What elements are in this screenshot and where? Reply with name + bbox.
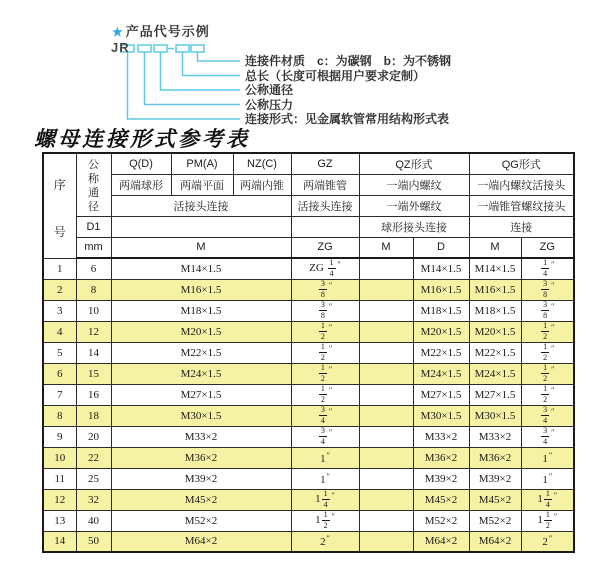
table-row — [43, 300, 574, 321]
qz-d-cell: M45×2 — [413, 489, 469, 510]
table-row — [43, 510, 574, 531]
seq-cell: 8 — [43, 405, 76, 426]
mm-cell: 15 — [76, 363, 111, 384]
mm-cell: 6 — [76, 258, 111, 279]
diagram-label-material: 连接件材质 c：为碳钢 b：为不锈钢 — [245, 54, 452, 68]
m-cell: M22×1.5 — [111, 342, 291, 363]
header-dn: 公称通径 — [76, 153, 111, 216]
qg-m-cell: M64×2 — [469, 531, 521, 552]
qz-m-cell — [359, 405, 413, 426]
seq-cell: 12 — [43, 489, 76, 510]
qz-d-cell: M64×2 — [413, 531, 469, 552]
table-row — [43, 363, 574, 384]
gz-cell: 2″ — [291, 531, 359, 552]
table-row — [43, 279, 574, 300]
qg-m-cell: M45×2 — [469, 489, 521, 510]
product-code-prefix: JR — [111, 40, 130, 55]
header-group-qd: Q(D) — [111, 153, 171, 174]
header-d1: D1 — [76, 216, 111, 237]
qz-d-cell: M24×1.5 — [413, 363, 469, 384]
header-group-qg: QG形式 — [469, 153, 574, 174]
qz-d-cell: M22×1.5 — [413, 342, 469, 363]
seq-cell: 11 — [43, 468, 76, 489]
seq-cell: 1 — [43, 258, 76, 279]
qz-m-cell — [359, 426, 413, 447]
qg-zg-cell: $\frac{1}{4}$ ″ — [521, 258, 574, 279]
header-endtype: 两端内锥 — [233, 174, 291, 195]
qg-zg-cell: $\frac{3}{4}$ ″ — [521, 405, 574, 426]
qz-m-cell — [359, 300, 413, 321]
seq-cell: 10 — [43, 447, 76, 468]
m-cell: M14×1.5 — [111, 258, 291, 279]
gz-cell: 1 $\frac{1}{4}$ ″ — [291, 489, 359, 510]
qg-m-cell: M24×1.5 — [469, 363, 521, 384]
header-seq: 序号 — [43, 153, 76, 258]
diagram-label-length: 总长（长度可根据用户要求定制） — [245, 68, 426, 83]
qz-d-cell: M52×2 — [413, 510, 469, 531]
code-box-icons — [121, 45, 204, 52]
m-cell: M27×1.5 — [111, 384, 291, 405]
table-body — [43, 258, 574, 552]
mm-cell: 10 — [76, 300, 111, 321]
header-endtype: 两端锥管 — [291, 174, 359, 195]
m-cell: M20×1.5 — [111, 321, 291, 342]
qg-zg-cell: 1 $\frac{1}{4}$ ″ — [521, 489, 574, 510]
callout-lines — [128, 52, 241, 119]
table-row — [43, 468, 574, 489]
qg-m-cell: M14×1.5 — [469, 258, 521, 279]
table-row — [43, 405, 574, 426]
qg-zg-cell: 1″ — [521, 468, 574, 489]
header-endtype: 两端球形 — [111, 174, 171, 195]
qz-d-cell: M27×1.5 — [413, 384, 469, 405]
qz-m-cell — [359, 321, 413, 342]
gz-cell: 1″ — [291, 447, 359, 468]
gz-cell: $\frac{3}{4}$ ″ — [291, 405, 359, 426]
qz-d-cell: M16×1.5 — [413, 279, 469, 300]
header-group-gz: GZ — [291, 153, 359, 174]
qz-d-cell: M36×2 — [413, 447, 469, 468]
table-header — [43, 153, 574, 258]
qz-m-cell — [359, 468, 413, 489]
header-connection: 一端外螺纹 — [359, 195, 469, 216]
header-endtype: 两端平面 — [171, 174, 233, 195]
qz-d-cell: M30×1.5 — [413, 405, 469, 426]
gz-cell: $\frac{1}{2}$ ″ — [291, 363, 359, 384]
qg-zg-cell: $\frac{3}{4}$ ″ — [521, 426, 574, 447]
qz-d-cell: M18×1.5 — [413, 300, 469, 321]
table-row — [43, 258, 574, 279]
qz-m-cell — [359, 258, 413, 279]
qg-m-cell: M22×1.5 — [469, 342, 521, 363]
diagram-title — [112, 21, 210, 40]
table-row — [43, 426, 574, 447]
seq-cell: 2 — [43, 279, 76, 300]
header-endtype: 一端内螺纹 — [359, 174, 469, 195]
m-cell: M30×1.5 — [111, 405, 291, 426]
seq-cell: 4 — [43, 321, 76, 342]
qg-zg-cell: 1″ — [521, 447, 574, 468]
header-thread-col: D — [413, 237, 469, 258]
gz-cell: 1″ — [291, 468, 359, 489]
seq-cell: 6 — [43, 363, 76, 384]
header-connection: 一端锥管螺纹接头 — [469, 195, 574, 216]
mm-cell: 20 — [76, 426, 111, 447]
mm-cell: 12 — [76, 321, 111, 342]
gz-cell: $\frac{3}{8}$ ″ — [291, 300, 359, 321]
seq-cell: 5 — [43, 342, 76, 363]
qz-m-cell — [359, 279, 413, 300]
header-empty-cell — [291, 216, 359, 237]
qz-d-cell: M33×2 — [413, 426, 469, 447]
m-cell: M64×2 — [111, 531, 291, 552]
seq-cell: 9 — [43, 426, 76, 447]
qz-m-cell — [359, 531, 413, 552]
diagram-label-pressure: 公称压力 — [245, 97, 294, 112]
header-group-qz: QZ形式 — [359, 153, 469, 174]
m-cell: M24×1.5 — [111, 363, 291, 384]
mm-cell: 18 — [76, 405, 111, 426]
diagram-label-connection: 连接形式：见金属软管常用结构形式表 — [245, 112, 450, 126]
header-thread-col: M — [469, 237, 521, 258]
header-connection2: 球形接头连接 — [359, 216, 469, 237]
gz-cell: 1 $\frac{1}{2}$ ″ — [291, 510, 359, 531]
qg-zg-cell: 2″ — [521, 531, 574, 552]
mm-cell: 32 — [76, 489, 111, 510]
qg-zg-cell: $\frac{3}{8}$ ″ — [521, 279, 574, 300]
header-endtype: 一端内螺纹活接头 — [469, 174, 574, 195]
qg-zg-cell: $\frac{1}{2}$ ″ — [521, 384, 574, 405]
m-cell: M33×2 — [111, 426, 291, 447]
gz-cell: $\frac{3}{8}$ ″ — [291, 279, 359, 300]
table-row — [43, 531, 574, 552]
table-title: 螺母连接形式参考表 — [34, 127, 250, 151]
mm-cell: 22 — [76, 447, 111, 468]
qg-m-cell: M20×1.5 — [469, 321, 521, 342]
qg-m-cell: M36×2 — [469, 447, 521, 468]
qg-m-cell: M39×2 — [469, 468, 521, 489]
qz-m-cell — [359, 363, 413, 384]
qz-d-cell: M14×1.5 — [413, 258, 469, 279]
qg-m-cell: M16×1.5 — [469, 279, 521, 300]
m-cell: M18×1.5 — [111, 300, 291, 321]
header-empty-cell — [111, 216, 291, 237]
gz-cell: $\frac{1}{2}$ ″ — [291, 321, 359, 342]
qz-m-cell — [359, 384, 413, 405]
qg-zg-cell: $\frac{3}{8}$ ″ — [521, 300, 574, 321]
header-thread-col: M — [111, 237, 291, 258]
gz-cell: $\frac{1}{2}$ ″ — [291, 342, 359, 363]
header-connection: 活接头连接 — [111, 195, 291, 216]
qg-m-cell: M27×1.5 — [469, 384, 521, 405]
mm-cell: 14 — [76, 342, 111, 363]
qz-m-cell — [359, 510, 413, 531]
reference-table-wrap — [42, 152, 575, 553]
header-thread-col: ZG — [291, 237, 359, 258]
header-unit: mm — [76, 237, 111, 258]
seq-cell: 7 — [43, 384, 76, 405]
qz-d-cell: M20×1.5 — [413, 321, 469, 342]
m-cell: M45×2 — [111, 489, 291, 510]
qg-m-cell: M18×1.5 — [469, 300, 521, 321]
header-thread-col: ZG — [521, 237, 574, 258]
mm-cell: 25 — [76, 468, 111, 489]
diagram-title-text: 产品代号示例 — [125, 24, 210, 39]
gz-cell: $\frac{3}{4}$ ″ — [291, 426, 359, 447]
header-connection2: 连接 — [469, 216, 574, 237]
table-row — [43, 321, 574, 342]
qg-zg-cell: $\frac{1}{2}$ ″ — [521, 342, 574, 363]
qz-d-cell: M39×2 — [413, 468, 469, 489]
qg-zg-cell: 1 $\frac{1}{2}$ ″ — [521, 510, 574, 531]
header-group-pm: PM(A) — [171, 153, 233, 174]
m-cell: M52×2 — [111, 510, 291, 531]
header-group-nz: NZ(C) — [233, 153, 291, 174]
m-cell: M39×2 — [111, 468, 291, 489]
reference-table — [42, 152, 575, 553]
gz-cell: $\frac{1}{2}$ ″ — [291, 384, 359, 405]
gz-cell: ZG $\frac{1}{4}$ ″ — [291, 258, 359, 279]
qg-m-cell: M33×2 — [469, 426, 521, 447]
mm-cell: 40 — [76, 510, 111, 531]
table-row — [43, 384, 574, 405]
qg-m-cell: M52×2 — [469, 510, 521, 531]
header-thread-col: M — [359, 237, 413, 258]
mm-cell: 16 — [76, 384, 111, 405]
seq-cell: 13 — [43, 510, 76, 531]
mm-cell: 50 — [76, 531, 111, 552]
qz-m-cell — [359, 342, 413, 363]
qg-zg-cell: $\frac{1}{2}$ ″ — [521, 363, 574, 384]
mm-cell: 8 — [76, 279, 111, 300]
table-row — [43, 342, 574, 363]
qz-m-cell — [359, 489, 413, 510]
m-cell: M36×2 — [111, 447, 291, 468]
table-row — [43, 489, 574, 510]
seq-cell: 14 — [43, 531, 76, 552]
qz-m-cell — [359, 447, 413, 468]
seq-cell: 3 — [43, 300, 76, 321]
m-cell: M16×1.5 — [111, 279, 291, 300]
star-icon: ★ — [112, 25, 124, 39]
table-row — [43, 447, 574, 468]
diagram-label-diameter: 公称通径 — [245, 83, 294, 97]
header-connection: 活接头连接 — [291, 195, 359, 216]
qg-zg-cell: $\frac{1}{2}$ ″ — [521, 321, 574, 342]
qg-m-cell: M30×1.5 — [469, 405, 521, 426]
